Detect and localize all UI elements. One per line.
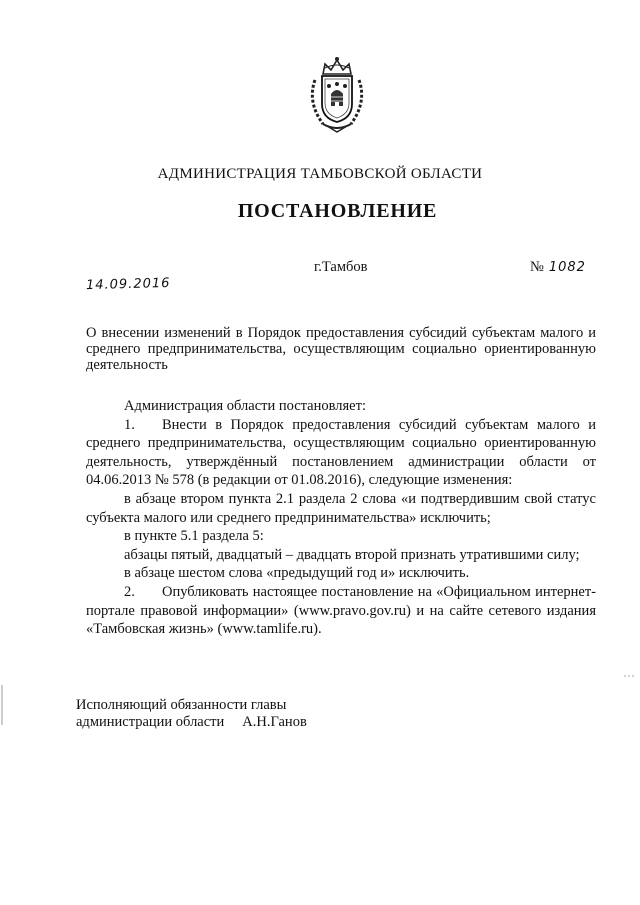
signature-block	[76, 697, 307, 731]
document-city: г.Тамбов	[314, 259, 368, 275]
item-1-change-b1: абзацы пятый, двадцатый – двадцать второй признать утратившими силу;	[124, 546, 580, 563]
signer-name: А.Н.Ганов	[242, 714, 307, 730]
signer-position-text: администрации области	[76, 714, 225, 730]
document-body	[86, 397, 596, 639]
document-date: 14.09.2016	[85, 275, 171, 294]
item-2-text: Опубликовать настоящее постановление на «Официальном интернет-портале правовой информации» (www.pravo.gov.ru) и на сайте сетевого издания «Тамбовская жизнь» (www.tamlife.ru).	[86, 583, 596, 638]
document-number	[530, 259, 586, 276]
item-2-number: 2.	[124, 583, 135, 600]
item-1-change-a: в абзаце втором пункта 2.1 раздела 2 слова «и подтвердившим свой статус субъекта малого или среднего предпринимательства» исключить;	[86, 490, 596, 526]
number-value: 1082	[548, 260, 586, 275]
signer-position-line2	[76, 714, 307, 731]
scan-edge-mark	[0, 685, 4, 725]
item-1-change-b2: в абзаце шестом слова «предыдущий год и» исключить.	[124, 565, 470, 582]
item-1-change-b: в пункте 5.1 раздела 5:	[124, 528, 264, 545]
item-1	[86, 416, 596, 490]
item-2	[86, 583, 596, 639]
scan-dot-mark	[624, 672, 636, 680]
intro-paragraph: Администрация области постановляет:	[124, 398, 366, 414]
item-1-text: Внести в Порядок предоставления субсидий субъектам малого и среднего предпринимательства, осуществляющим социально ориентированную деятельность, утверждённый постановлением администрации области от 04.06.2013 № 578 (в редакции от 01.08.2016), следующие изменения:	[86, 416, 596, 489]
item-1-number: 1.	[124, 416, 135, 433]
organization-name: АДМИНИСТРАЦИЯ ТАМБОВСКОЙ ОБЛАСТИ	[157, 166, 483, 182]
document-type-title: ПОСТАНОВЛЕНИЕ	[237, 200, 438, 222]
signer-position-line1: Исполняющий обязанности главы	[76, 697, 287, 713]
number-prefix: №	[530, 259, 544, 275]
document-subject: О внесении изменений в Порядок предоставления субсидий субъектам малого и среднего предпринимательства, осуществляющим социально ориентированную деятельность	[86, 325, 596, 373]
coat-of-arms-icon	[301, 52, 373, 136]
